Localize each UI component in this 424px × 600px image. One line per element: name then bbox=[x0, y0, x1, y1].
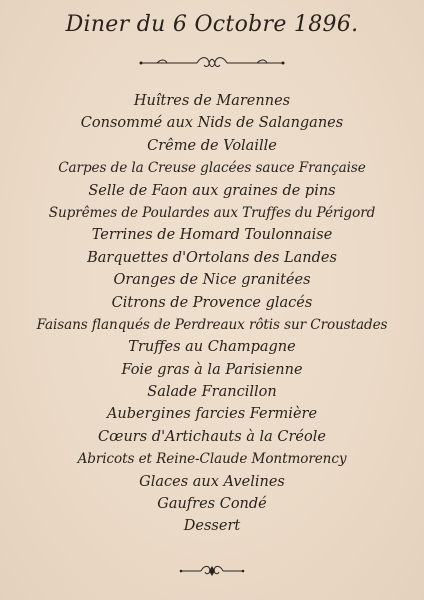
menu-item: Suprêmes de Poulardes aux Truffes du Périgord bbox=[48, 204, 376, 221]
menu-item: Gaufres Condé bbox=[157, 496, 267, 513]
menu-item: Salade Francillon bbox=[147, 384, 277, 401]
menu-item: Carpes de la Creuse glacées sauce Française bbox=[58, 160, 366, 177]
menu-item: Glaces aux Avelines bbox=[139, 473, 285, 490]
menu-item: Foie gras à la Parisienne bbox=[121, 361, 303, 378]
menu-item: Crême de Volaille bbox=[147, 137, 277, 154]
menu-item: Oranges de Nice granitées bbox=[113, 272, 311, 289]
flourish-divider-icon bbox=[0, 54, 424, 77]
menu-item: Abricots et Reine-Claude Montmorency bbox=[77, 451, 347, 468]
menu-item: Dessert bbox=[183, 518, 241, 535]
menu-item: Consommé aux Nids de Salanganes bbox=[80, 115, 344, 132]
menu-item: Barquettes d'Ortolans des Landes bbox=[87, 249, 337, 266]
menu-item: Truffes au Champagne bbox=[128, 339, 296, 356]
flourish-end-icon bbox=[0, 562, 424, 585]
menu-list bbox=[0, 90, 424, 538]
menu-item: Faisans flanqués de Perdreaux rôtis sur Croustades bbox=[36, 316, 388, 333]
menu-title: Diner du 6 Octobre 1896. bbox=[65, 12, 359, 37]
menu-item: Terrines de Homard Toulonnaise bbox=[91, 227, 333, 244]
menu-item: Citrons de Provence glacés bbox=[111, 294, 313, 311]
menu-item: Cœurs d'Artichauts à la Créole bbox=[98, 428, 326, 445]
menu-item: Huîtres de Marennes bbox=[133, 93, 291, 109]
menu-item: Aubergines farcies Fermière bbox=[106, 406, 318, 423]
menu-item: Selle de Faon aux graines de pins bbox=[88, 182, 336, 199]
